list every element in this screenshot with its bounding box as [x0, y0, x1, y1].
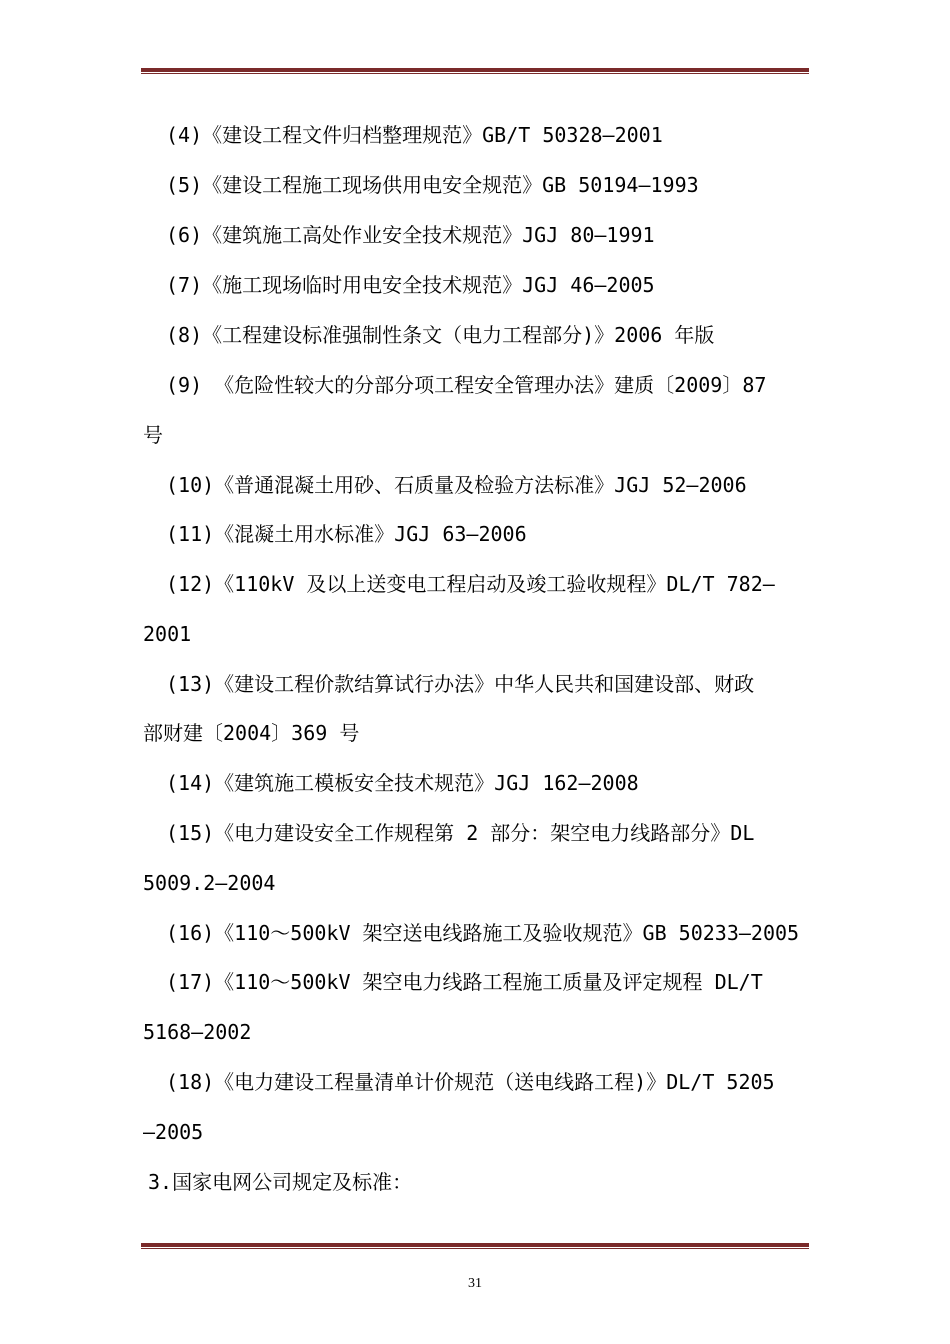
header-rule-thick: [141, 68, 809, 72]
reference-item-18-cont: —2005: [143, 1120, 204, 1144]
reference-item-15: (15)《电力建设安全工作规程第 2 部分：架空电力线路部分》DL: [166, 821, 755, 845]
reference-item-14: (14)《建筑施工模板安全技术规范》JGJ 162—2008: [166, 771, 639, 795]
reference-item-11: (11)《混凝土用水标准》JGJ 63—2006: [166, 522, 527, 546]
reference-item-13-cont: 部财建〔2004〕369 号: [143, 721, 360, 745]
footer-rule-thick: [141, 1243, 809, 1247]
header-rule: [141, 68, 809, 75]
header-rule-thin: [141, 73, 809, 74]
reference-item-5: (5)《建设工程施工现场供用电安全规范》GB 50194—1993: [166, 173, 699, 197]
reference-item-4: (4)《建设工程文件归档整理规范》GB/T 50328—2001: [166, 123, 663, 147]
reference-item-9: (9) 《危险性较大的分部分项工程安全管理办法》建质〔2009〕87: [166, 373, 767, 397]
reference-item-7: (7)《施工现场临时用电安全技术规范》JGJ 46—2005: [166, 273, 655, 297]
reference-item-10: (10)《普通混凝土用砂、石质量及检验方法标准》JGJ 52—2006: [166, 473, 747, 497]
footer-rule: [141, 1243, 809, 1250]
reference-item-12: (12)《110kV 及以上送变电工程启动及竣工验收规程》DL/T 782—: [166, 572, 775, 596]
section-heading-3: 3.国家电网公司规定及标准：: [148, 1170, 413, 1194]
reference-item-17-cont: 5168—2002: [143, 1020, 252, 1044]
reference-item-15-cont: 5009.2—2004: [143, 871, 276, 895]
reference-item-18: (18)《电力建设工程量清单计价规范（送电线路工程)》DL/T 5205: [166, 1070, 775, 1094]
reference-item-12-cont: 2001: [143, 622, 192, 646]
reference-item-6: (6)《建筑施工高处作业安全技术规范》JGJ 80—1991: [166, 223, 655, 247]
reference-item-16: (16)《110～500kV 架空送电线路施工及验收规范》GB 50233—2005: [166, 921, 800, 945]
reference-item-9-cont: 号: [143, 423, 163, 447]
page-number: 31: [468, 1276, 482, 1291]
footer-rule-thin: [141, 1248, 809, 1249]
reference-item-13: (13)《建设工程价款结算试行办法》中华人民共和国建设部、财政: [166, 672, 755, 696]
reference-item-17: (17)《110～500kV 架空电力线路工程施工质量及评定规程 DL/T: [166, 970, 763, 994]
reference-item-8: (8)《工程建设标准强制性条文（电力工程部分)》2006 年版: [166, 323, 715, 347]
